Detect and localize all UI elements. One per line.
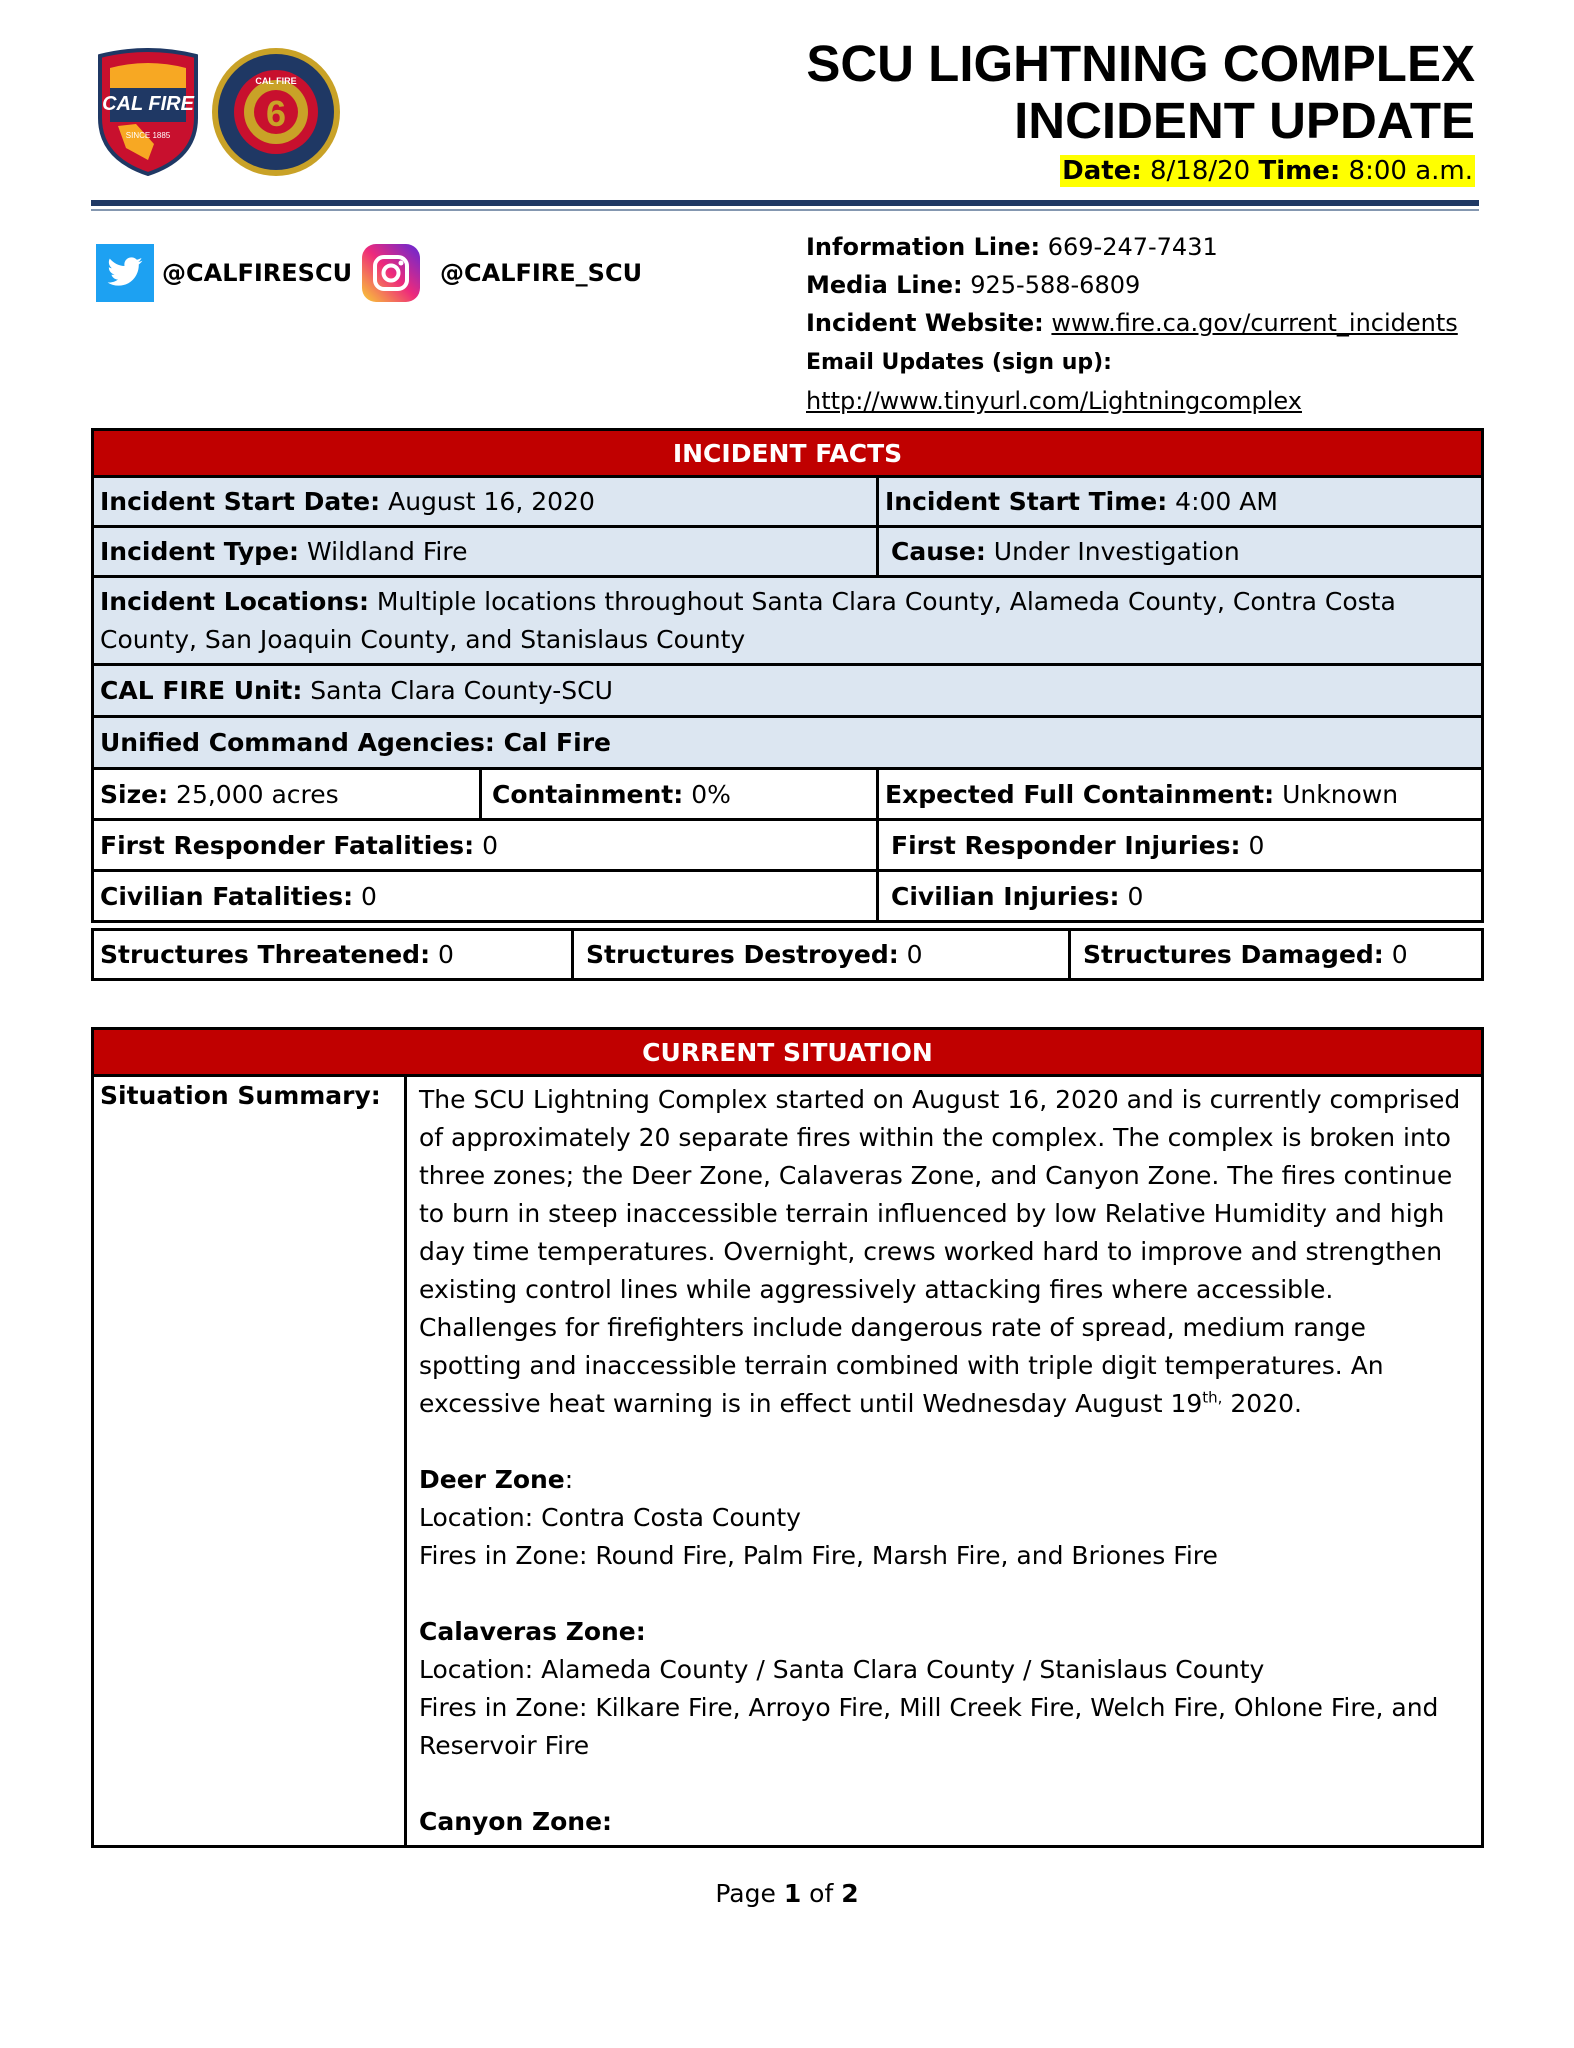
threatened-label: Structures Threatened:	[100, 940, 431, 969]
team-6-seal	[210, 46, 342, 178]
page-number	[0, 1879, 1574, 1908]
calaveras-zone-title	[419, 1613, 1469, 1651]
date-label: Date:	[1062, 156, 1142, 186]
deer-zone-title	[419, 1461, 1469, 1499]
summary-superscript: th,	[1202, 1388, 1223, 1407]
deer-zone-location: Location: Contra Costa County	[419, 1503, 801, 1532]
cause-value: Under Investigation	[985, 537, 1240, 566]
unit-value: Santa Clara County-SCU	[302, 676, 613, 705]
structures-damaged-cell	[1070, 930, 1483, 980]
start-time-label: Incident Start Time:	[885, 487, 1168, 516]
twitter-link[interactable]	[96, 243, 352, 303]
header-divider	[91, 200, 1479, 206]
situation-summary-label-cell	[93, 1076, 406, 1847]
time-label: Time:	[1258, 156, 1341, 186]
fr-injuries-value: 0	[1240, 830, 1265, 860]
size-value: 25,000 acres	[168, 779, 339, 809]
instagram-handle: @CALFIRE_SCU	[440, 259, 643, 287]
info-value: 669-247-7431	[1040, 233, 1218, 261]
email-label: Email Updates (sign up):	[806, 350, 1112, 375]
civ-fatalities-label: Civilian Fatalities:	[100, 881, 354, 911]
date-time-line	[1060, 155, 1475, 187]
fr-injuries-cell	[878, 820, 1483, 871]
website-label: Incident Website:	[806, 309, 1044, 337]
structures-table	[91, 928, 1484, 981]
structures-threatened-cell	[93, 930, 573, 980]
threatened-value: 0	[430, 940, 454, 969]
civ-injuries-label: Civilian Injuries:	[891, 881, 1120, 911]
fr-fatalities-cell	[93, 820, 878, 871]
type-label: Incident Type:	[100, 537, 300, 566]
structures-destroyed-cell	[573, 930, 1070, 980]
contact-info	[806, 228, 1486, 420]
calaveras-title: Calaveras Zone:	[419, 1617, 646, 1646]
page-current: 1	[783, 1879, 802, 1908]
destroyed-label: Structures Destroyed:	[586, 940, 899, 969]
canyon-title: Canyon Zone:	[419, 1807, 613, 1836]
summary-label: Situation Summary:	[100, 1081, 381, 1110]
summary-paragraph	[419, 1081, 1469, 1423]
seal-text: CAL FIRE	[255, 76, 297, 86]
expected-containment-cell	[878, 769, 1483, 820]
fr-injuries-label: First Responder Injuries:	[891, 830, 1241, 860]
date-value: 8/18/20	[1141, 156, 1259, 186]
title-line-1: SCU LIGHTNING COMPLEX	[806, 35, 1475, 92]
logo-text: CAL FIRE	[102, 93, 194, 115]
deer-colon: :	[564, 1465, 574, 1494]
cause-label: Cause:	[891, 537, 986, 566]
information-line	[806, 228, 1486, 266]
unified-command-cell	[93, 717, 1483, 769]
website-link[interactable]: www.fire.ca.gov/current_incidents	[1051, 309, 1458, 337]
page-word: Page	[715, 1879, 784, 1908]
destroyed-value: 0	[898, 940, 923, 969]
media-value: 925-588-6809	[962, 271, 1141, 299]
media-label: Media Line:	[806, 271, 963, 299]
calaveras-zone-fires: Fires in Zone: Kilkare Fire, Arroyo Fire, Mill Creek Fire, Welch Fire, Ohlone Fire, and Reservoir Fire	[419, 1693, 1439, 1760]
unit-label: CAL FIRE Unit:	[100, 676, 303, 705]
expected-value: Unknown	[1274, 779, 1399, 809]
agencies-label: Unified Command Agencies: Cal Fire	[100, 728, 611, 757]
page-of: of	[801, 1879, 842, 1908]
incident-locations-cell	[93, 577, 1483, 665]
expected-label: Expected Full Containment:	[885, 779, 1275, 809]
incident-facts-table	[91, 428, 1484, 923]
fr-fatalities-label: First Responder Fatalities:	[100, 830, 475, 860]
logo-subtext: SINCE 1885	[125, 131, 171, 140]
start-date-cell	[93, 477, 878, 527]
situation-summary-cell	[406, 1076, 1483, 1847]
canyon-zone-title	[419, 1803, 1469, 1841]
damaged-label: Structures Damaged:	[1083, 940, 1384, 969]
calaveras-zone-location: Location: Alameda County / Santa Clara County / Stanislaus County	[419, 1655, 1265, 1684]
summary-end: 2020.	[1222, 1389, 1302, 1418]
twitter-handle: @CALFIRESCU	[162, 259, 353, 287]
current-situation-heading: CURRENT SITUATION	[93, 1029, 1483, 1076]
instagram-link[interactable]	[362, 243, 642, 303]
fr-fatalities-value: 0	[474, 830, 499, 860]
incident-facts-heading: INCIDENT FACTS	[93, 430, 1483, 477]
cause-cell	[878, 527, 1483, 577]
civ-fatalities-value: 0	[353, 881, 377, 911]
start-date-label: Incident Start Date:	[100, 487, 381, 516]
email-updates	[806, 342, 1486, 382]
cal-fire-logo	[96, 48, 200, 176]
email-link-row	[806, 382, 1486, 420]
containment-label: Containment:	[492, 779, 684, 809]
header-divider-thin	[91, 209, 1479, 211]
incident-type-cell	[93, 527, 878, 577]
size-label: Size:	[100, 779, 169, 809]
containment-cell	[481, 769, 878, 820]
civ-fatalities-cell	[93, 871, 878, 922]
info-label: Information Line:	[806, 233, 1041, 261]
start-time-value: 4:00 AM	[1167, 487, 1278, 516]
email-link[interactable]: http://www.tinyurl.com/Lightningcomplex	[806, 387, 1302, 415]
start-date-value: August 16, 2020	[380, 487, 595, 516]
locations-value: Multiple locations throughout Santa Clara County, Alameda County, Contra Costa County, San Joaquin County, and Stanislaus County	[100, 586, 1396, 654]
deer-zone-fires: Fires in Zone: Round Fire, Palm Fire, Marsh Fire, and Briones Fire	[419, 1541, 1218, 1570]
damaged-value: 0	[1383, 940, 1408, 969]
size-cell	[93, 769, 481, 820]
time-value: 8:00 a.m.	[1340, 156, 1473, 186]
instagram-icon	[362, 244, 420, 302]
civ-injuries-cell	[878, 871, 1483, 922]
incident-website	[806, 304, 1486, 342]
current-situation-table	[91, 1027, 1484, 1848]
locations-label: Incident Locations:	[100, 586, 369, 616]
start-time-cell	[878, 477, 1483, 527]
seal-number: 6	[265, 93, 287, 134]
title-line-2: INCIDENT UPDATE	[1014, 92, 1475, 149]
civ-injuries-value: 0	[1119, 881, 1144, 911]
summary-text: The SCU Lightning Complex started on August 16, 2020 and is currently comprised of approximately 20 separate fires within the complex. The complex is broken into three zones; the Deer Zone, Calaveras Zone, and Canyon Zone. The fires continue to burn in steep inaccessible terrain influenced by low Relative Humidity and high day time temperatures. Overnight, crews worked hard to improve and strengthen existing control lines while aggressively attacking fires where accessible. Challenges for firefighters include dangerous rate of spread, medium range spotting and inaccessible terrain combined with triple digit temperatures. An excessive heat warning is in effect until Wednesday August 19	[419, 1085, 1461, 1418]
cal-fire-unit-cell	[93, 665, 1483, 717]
twitter-icon	[96, 244, 154, 302]
deer-title: Deer Zone	[419, 1465, 565, 1494]
type-value: Wildland Fire	[299, 537, 468, 566]
containment-value: 0%	[683, 779, 731, 809]
media-line	[806, 266, 1486, 304]
page-total: 2	[841, 1879, 859, 1908]
